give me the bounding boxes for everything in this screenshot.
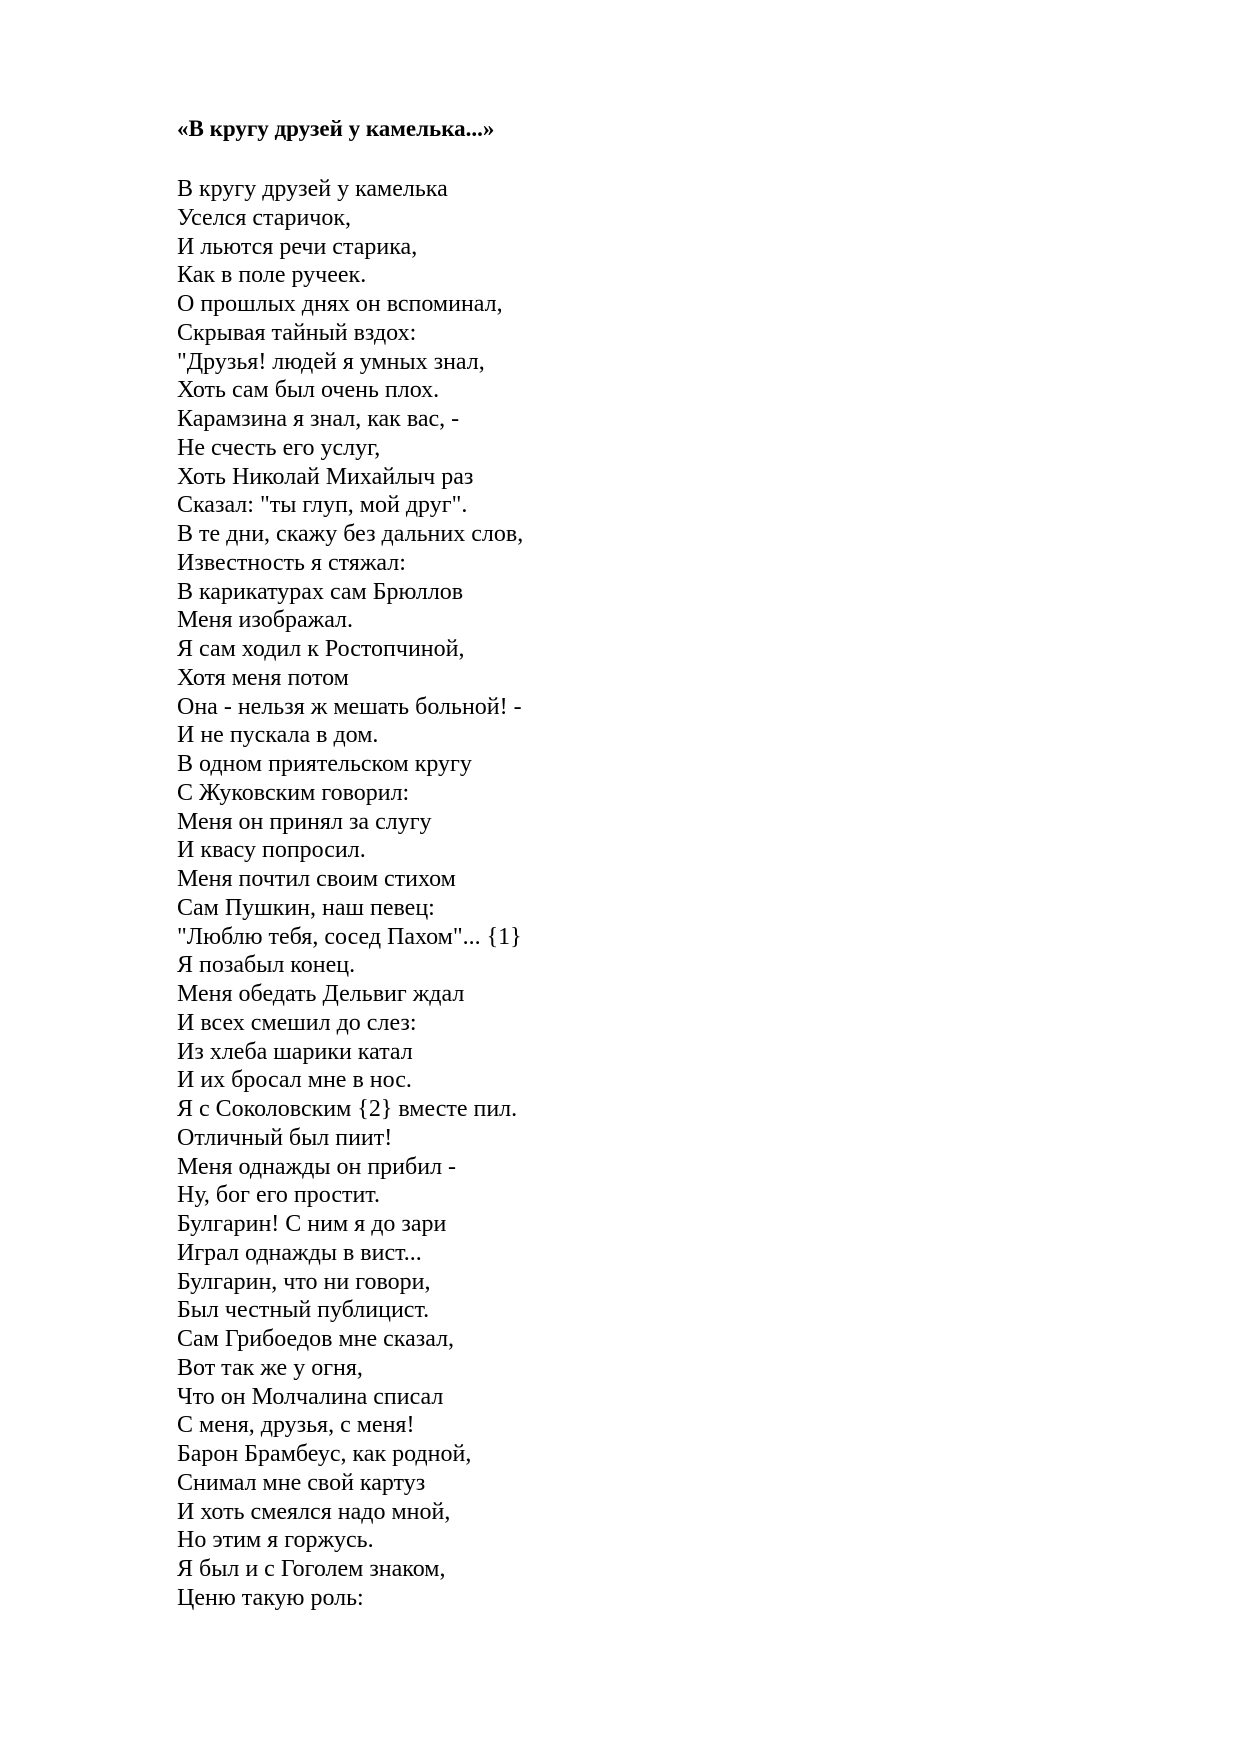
poem-line: Меня изображал. [177, 607, 354, 634]
poem-line: С меня, друзья, с меня! [177, 1412, 415, 1439]
poem-line: Как в поле ручеек. [177, 262, 367, 289]
poem-line: О прошлых днях он вспоминал, [177, 291, 503, 317]
poem-line: Ну, бог его простит. [177, 1182, 380, 1209]
poem-body [177, 175, 523, 1613]
poem-line: С Жуковским говорил: [177, 779, 410, 806]
poem-line: Я позабыл конец. [177, 952, 356, 979]
poem-line: Я сам ходил к Ростопчиной, [177, 636, 465, 662]
poem-line: Меня почтил своим стихом [177, 866, 456, 892]
poem-line: Булгарин! С ним я до зари [177, 1211, 447, 1237]
poem-line: Хоть Николай Михайлыч раз [177, 463, 474, 490]
poem-line: Сказал: "ты глуп, мой друг". [177, 492, 468, 519]
poem-line: Меня однажды он прибил - [177, 1153, 457, 1180]
poem-line: Меня он принял за слугу [177, 808, 432, 835]
poem-line: Меня обедать Дельвиг ждал [177, 981, 465, 1007]
poem-line: Я был и с Гоголем знаком, [177, 1556, 446, 1582]
poem-line: Был честный публицист. [177, 1297, 430, 1324]
poem-line: И хоть смеялся надо мной, [177, 1498, 451, 1525]
poem-line: "Люблю тебя, сосед Пахом"... {1} [177, 923, 522, 950]
poem-line: Играл однажды в вист... [177, 1239, 422, 1266]
poem-title: «В кругу друзей у камелька...» [177, 116, 495, 141]
poem-line: И их бросал мне в нос. [177, 1067, 412, 1094]
poem-line: Ценю такую роль: [177, 1584, 364, 1611]
poem-line: И не пускала в дом. [177, 722, 379, 749]
poem-line: Сам Грибоедов мне сказал, [177, 1326, 455, 1352]
poem-line: Уселся старичок, [177, 204, 352, 231]
poem-line: Что он Молчалина списал [177, 1383, 444, 1410]
poem-line: В кругу друзей у камелька [177, 176, 448, 202]
poem-line: И льются речи старика, [177, 233, 418, 260]
poem-line: Не счесть его услуг, [177, 434, 381, 461]
poem-line: Карамзина я знал, как вас, - [177, 406, 460, 432]
poem-line: Сам Пушкин, наш певец: [177, 894, 435, 921]
poem-line: Но этим я горжусь. [177, 1527, 374, 1554]
poem-line: Скрывая тайный вздох: [177, 319, 417, 346]
poem-line: Она - нельзя ж мешать больной! - [177, 693, 522, 720]
poem-line: "Друзья! людей я умных знал, [177, 348, 485, 375]
poem-line: Известность я стяжал: [177, 549, 406, 576]
poem-line: Булгарин, что ни говори, [177, 1268, 431, 1295]
poem-line: В одном приятельском кругу [177, 751, 472, 777]
poem-line: Хоть сам был очень плох. [177, 377, 440, 404]
poem-line: В карикатурах сам Брюллов [177, 578, 464, 605]
poem-line: Из хлеба шарики катал [177, 1038, 413, 1065]
poem-line: Хотя меня потом [177, 664, 349, 691]
poem-line: В те дни, скажу без дальних слов, [177, 521, 524, 547]
poem-line: Снимал мне свой картуз [177, 1469, 426, 1496]
poem-line: Отличный был пиит! [177, 1124, 393, 1151]
poem-line: Вот так же у огня, [177, 1354, 363, 1381]
poem-line: И всех смешил до слез: [177, 1009, 417, 1036]
poem-line: И квасу попросил. [177, 837, 366, 864]
poem-line: Я с Соколовским {2} вместе пил. [177, 1096, 518, 1122]
poem-line: Барон Брамбеус, как родной, [177, 1441, 472, 1467]
